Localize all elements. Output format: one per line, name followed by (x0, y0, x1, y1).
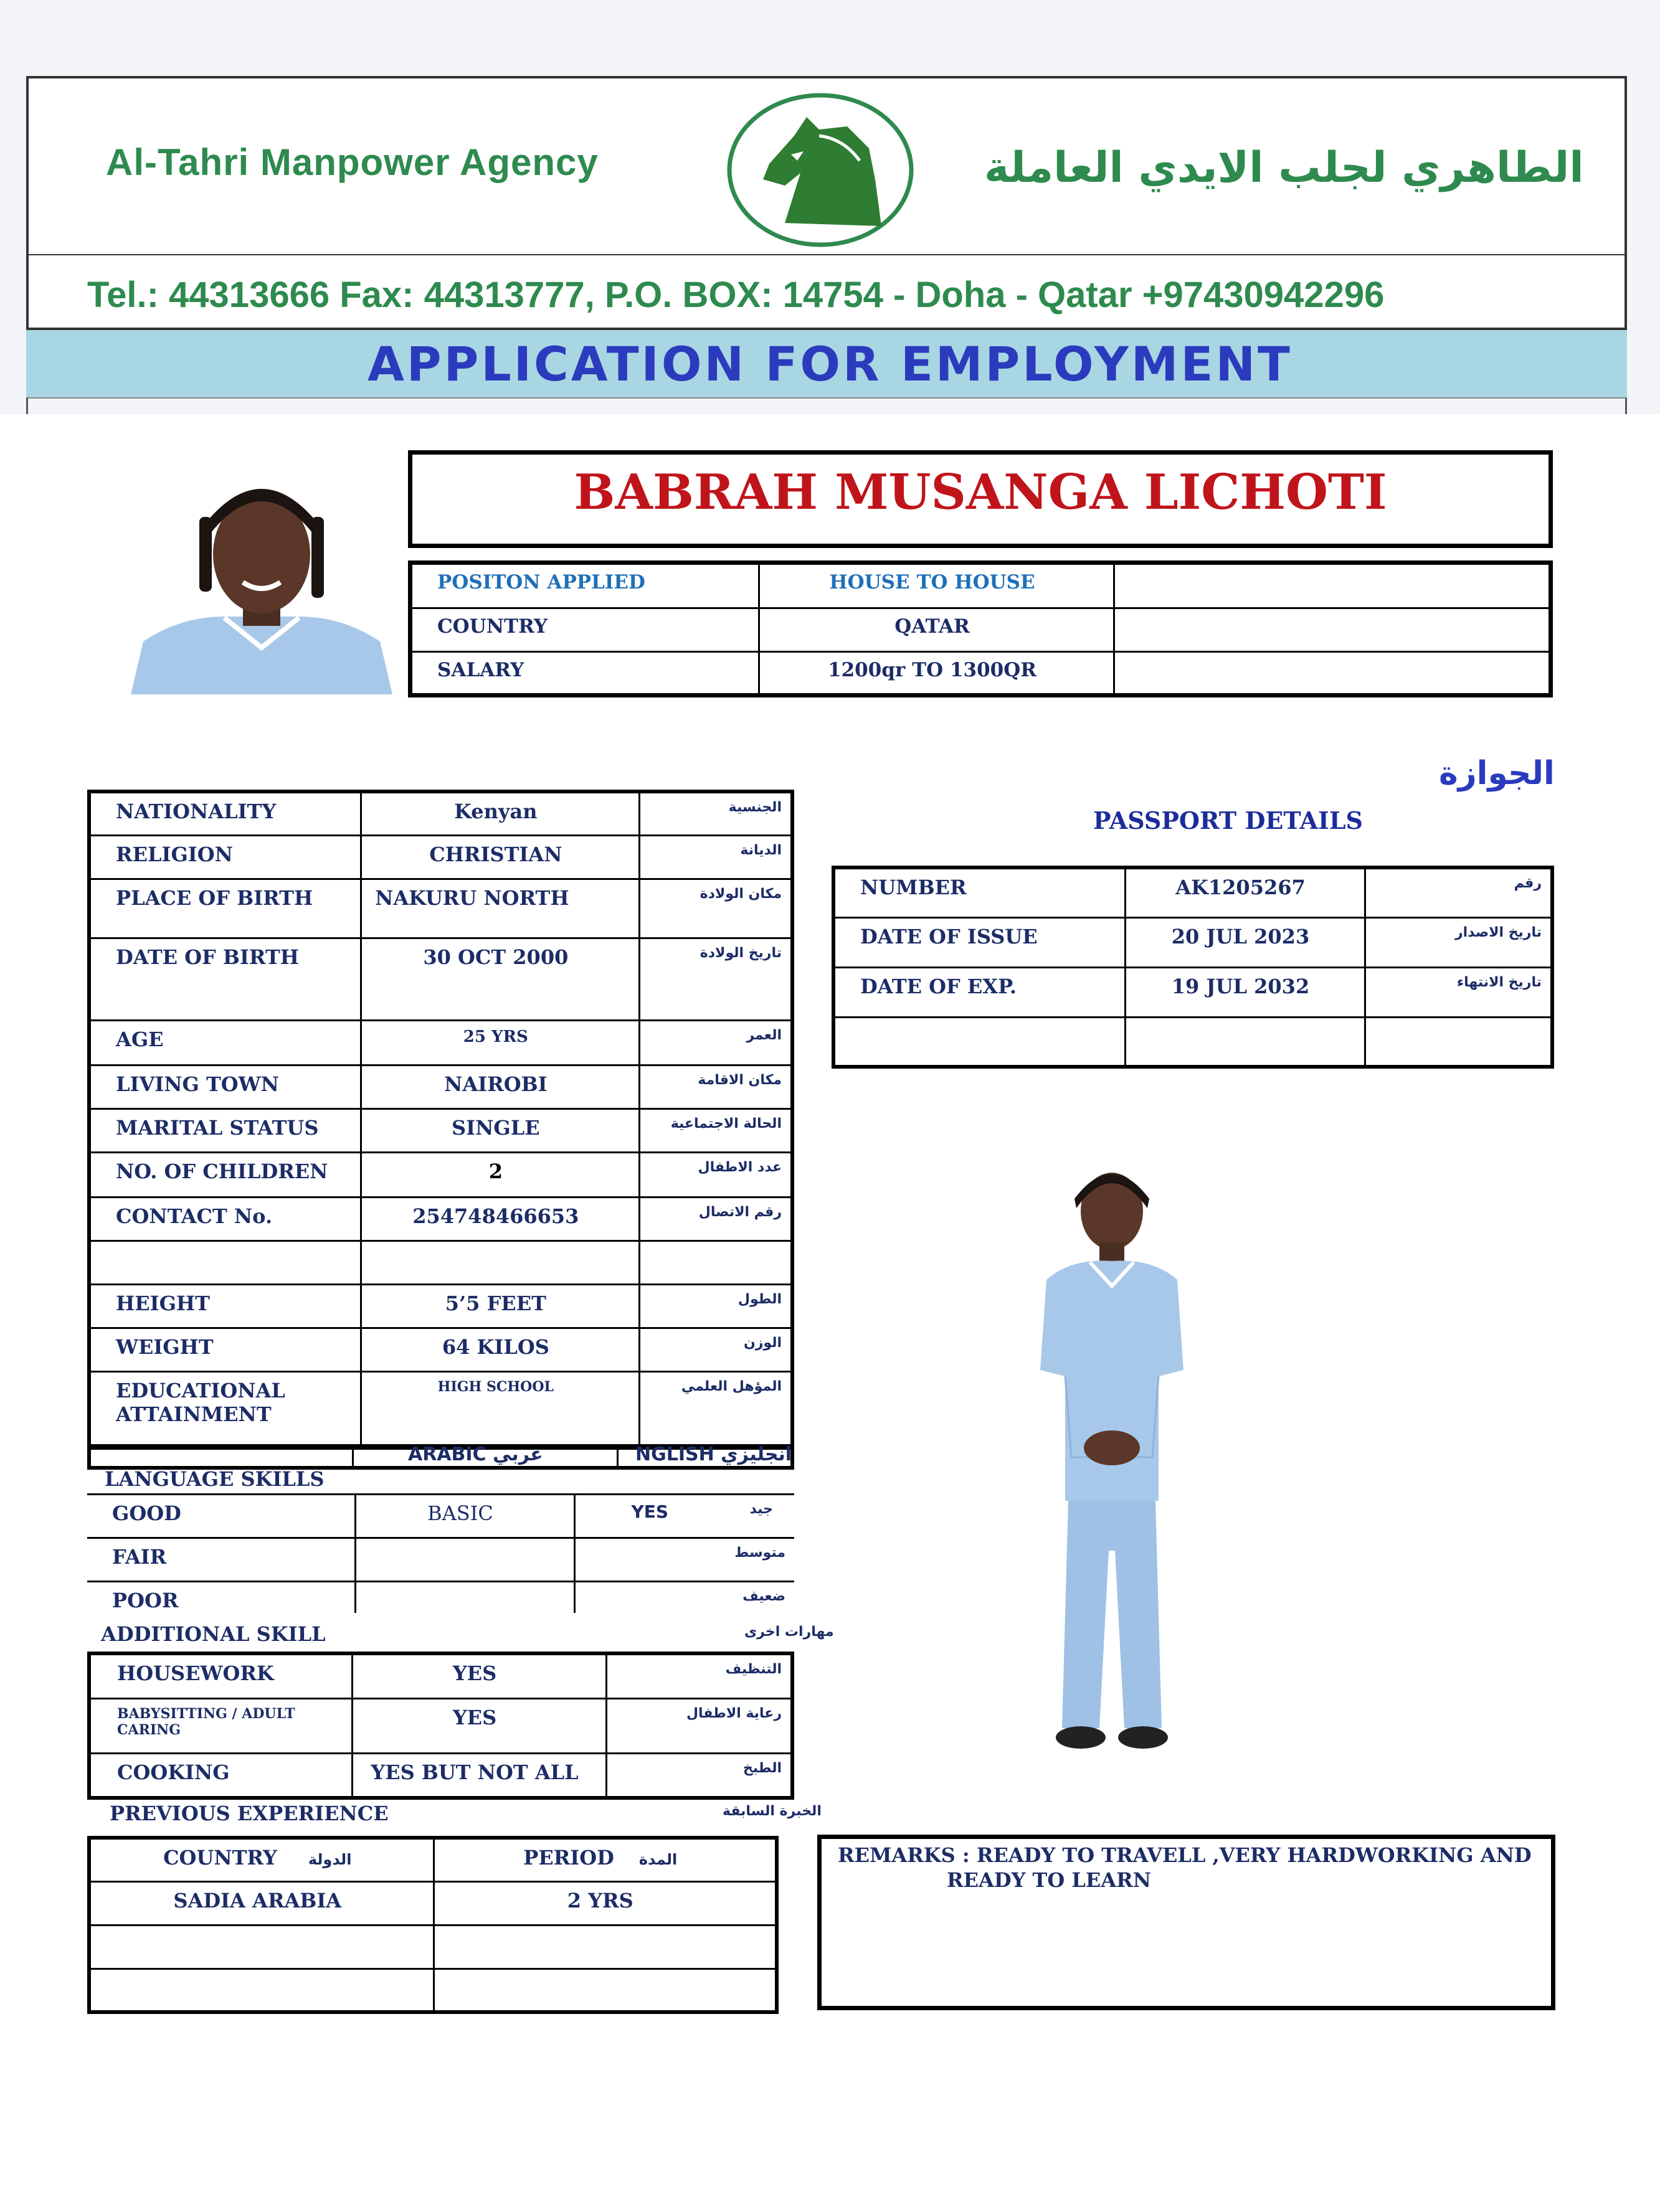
personal-label: NO. OF CHILDREN (89, 1152, 361, 1197)
additional-skill-table (87, 1652, 794, 1800)
lang-label: FAIR (87, 1538, 355, 1582)
exp-period (434, 1925, 777, 1969)
personal-label: PLACE OF BIRTH (89, 879, 361, 938)
additional-skill-ar: مهارات اخرى (744, 1624, 834, 1640)
divider (617, 1446, 619, 1470)
lang-ar: جيد (749, 1501, 773, 1517)
additional-skill-title: ADDITIONAL SKILL (101, 1622, 326, 1646)
personal-label: DATE OF BIRTH (89, 938, 361, 1020)
personal-label: WEIGHT (89, 1328, 361, 1371)
personal-ar: تاريخ الولادة (639, 938, 792, 1020)
personal-value: NAKURU NORTH (361, 879, 639, 938)
exp-period: 2 YRS (434, 1881, 777, 1925)
passport-empty (1365, 1017, 1552, 1067)
skill-label: COOKING (89, 1753, 352, 1798)
passport-ar: تاريخ الانتهاء (1365, 967, 1552, 1017)
passport-title: PASSPORT DETAILS (1093, 806, 1363, 834)
personal-ar: الطول (639, 1284, 792, 1328)
lang-ar: متوسط (574, 1538, 794, 1582)
experience-title: PREVIOUS EXPERIENCE (110, 1802, 389, 1825)
passport-empty (833, 1017, 1125, 1067)
personal-value: NAIROBI (361, 1065, 639, 1108)
candidate-name: BABRAH MUSANGA LICHOTI (574, 464, 1387, 521)
personal-ar (639, 1241, 792, 1284)
exp-period-label: PERIOD (523, 1846, 614, 1869)
skill-value: YES (352, 1653, 606, 1698)
personal-value: 64 KILOS (361, 1328, 639, 1371)
agency-name-ar: الطاهري لجلب الايدي العاملة (984, 143, 1584, 192)
lang-label: GOOD (87, 1495, 355, 1538)
remarks-line-1 (838, 1843, 1532, 1867)
lang-arabic (355, 1538, 574, 1582)
header-cutoff-row (26, 397, 1627, 414)
personal-label: LIVING TOWN (89, 1065, 361, 1108)
arabic-header: ARABIC عربي (408, 1444, 543, 1465)
exp-country-ar: الدولة (308, 1851, 352, 1868)
language-table (87, 1493, 794, 1613)
skill-label: BABYSITTING / ADULT CARING (89, 1698, 352, 1753)
skill-ar: التنظيف (606, 1653, 792, 1698)
country-label: COUNTRY (410, 608, 759, 652)
personal-ar: مكان الولادة (639, 879, 792, 938)
lang-english-value: YES (631, 1501, 669, 1522)
english-header: NGLISH انجليزي (635, 1444, 792, 1465)
lang-english (574, 1495, 794, 1538)
personal-ar: الجنسية (639, 792, 792, 835)
skill-value: YES (352, 1698, 606, 1753)
salary-label: SALARY (410, 652, 759, 696)
personal-value: CHRISTIAN (361, 835, 639, 879)
skill-ar: رعاية الاطفال (606, 1698, 792, 1753)
passport-ar: رقم (1365, 867, 1552, 917)
remarks-label: REMARKS : (838, 1843, 970, 1867)
personal-table (87, 790, 794, 1448)
experience-ar: الخبرة السابقة (723, 1803, 822, 1819)
personal-value: 254748466653 (361, 1197, 639, 1241)
personal-ar: الحالة الاجتماعية (639, 1108, 792, 1152)
horse-logo-icon (726, 92, 916, 248)
personal-ar: مكان الاقامة (639, 1065, 792, 1108)
passport-value: 20 JUL 2023 (1125, 917, 1365, 967)
exp-country-label: COUNTRY (163, 1846, 277, 1869)
lang-arabic: BASIC (355, 1495, 574, 1538)
lang-label: POOR (87, 1582, 355, 1613)
personal-label: CONTACT No. (89, 1197, 361, 1241)
skill-value: YES BUT NOT ALL (352, 1753, 606, 1798)
passport-value: AK1205267 (1125, 867, 1365, 917)
personal-ar: الديانة (639, 835, 792, 879)
exp-country: SADIA ARABIA (89, 1881, 434, 1925)
personal-ar: عدد الاطفال (639, 1152, 792, 1197)
personal-label (89, 1241, 361, 1284)
divider (352, 1446, 354, 1470)
personal-label: MARITAL STATUS (89, 1108, 361, 1152)
position-value: HOUSE TO HOUSE (759, 563, 1114, 608)
passport-ar-title: الجوازة (1439, 755, 1555, 792)
position-table (408, 560, 1553, 697)
personal-ar: المؤهل العلمي (639, 1371, 792, 1446)
personal-value: 30 OCT 2000 (361, 938, 639, 1020)
experience-table (87, 1836, 779, 2014)
personal-label: NATIONALITY (89, 792, 361, 835)
passport-empty (1125, 1017, 1365, 1067)
exp-country (89, 1969, 434, 2012)
passport-label: DATE OF EXP. (833, 967, 1125, 1017)
country-empty-cell (1114, 608, 1551, 652)
personal-value: Kenyan (361, 792, 639, 835)
salary-empty-cell (1114, 652, 1551, 696)
position-empty-cell (1114, 563, 1551, 608)
personal-value: 25 YRS (361, 1020, 639, 1065)
remarks-text-2: READY TO LEARN (947, 1868, 1151, 1892)
exp-country-header (89, 1838, 434, 1881)
position-label: POSITON APPLIED (410, 563, 759, 608)
agency-name-en: Al-Tahri Manpower Agency (106, 141, 599, 183)
portrait-photo (131, 461, 392, 694)
personal-value (361, 1241, 639, 1284)
exp-country (89, 1925, 434, 1969)
skill-label: HOUSEWORK (89, 1653, 352, 1698)
exp-period (434, 1969, 777, 2012)
exp-period-ar: المدة (638, 1851, 678, 1868)
personal-ar: الوزن (639, 1328, 792, 1371)
personal-label: AGE (89, 1020, 361, 1065)
personal-label: EDUCATIONAL ATTAINMENT (89, 1371, 361, 1446)
personal-label: RELIGION (89, 835, 361, 879)
language-skills-title: LANGUAGE SKILLS (105, 1467, 325, 1491)
agency-contact: Tel.: 44313666 Fax: 44313777, P.O. BOX: 14754 - Doha - Qatar +97430942296 (87, 275, 1385, 315)
lang-arabic (355, 1582, 574, 1613)
passport-ar: تاريخ الاصدار (1365, 917, 1552, 967)
personal-ar: رقم الاتصال (639, 1197, 792, 1241)
personal-value: SINGLE (361, 1108, 639, 1152)
passport-table (832, 866, 1554, 1069)
personal-value: 5’5 FEET (361, 1284, 639, 1328)
salary-value: 1200qr TO 1300QR (759, 652, 1114, 696)
skill-ar: الطبخ (606, 1753, 792, 1798)
personal-value: HIGH SCHOOL (361, 1371, 639, 1446)
personal-label: HEIGHT (89, 1284, 361, 1328)
full-body-photo (997, 1165, 1227, 1762)
remarks-text-1: READY TO TRAVELL ,VERY HARDWORKING AND (976, 1843, 1532, 1867)
passport-value: 19 JUL 2032 (1125, 967, 1365, 1017)
lang-ar: ضعيف (574, 1582, 794, 1613)
personal-value: 2 (361, 1152, 639, 1197)
form-title: APPLICATION FOR EMPLOYMENT (368, 336, 1292, 392)
passport-label: DATE OF ISSUE (833, 917, 1125, 967)
personal-ar: العمر (639, 1020, 792, 1065)
passport-label: NUMBER (833, 867, 1125, 917)
country-value: QATAR (759, 608, 1114, 652)
exp-period-header (434, 1838, 777, 1881)
